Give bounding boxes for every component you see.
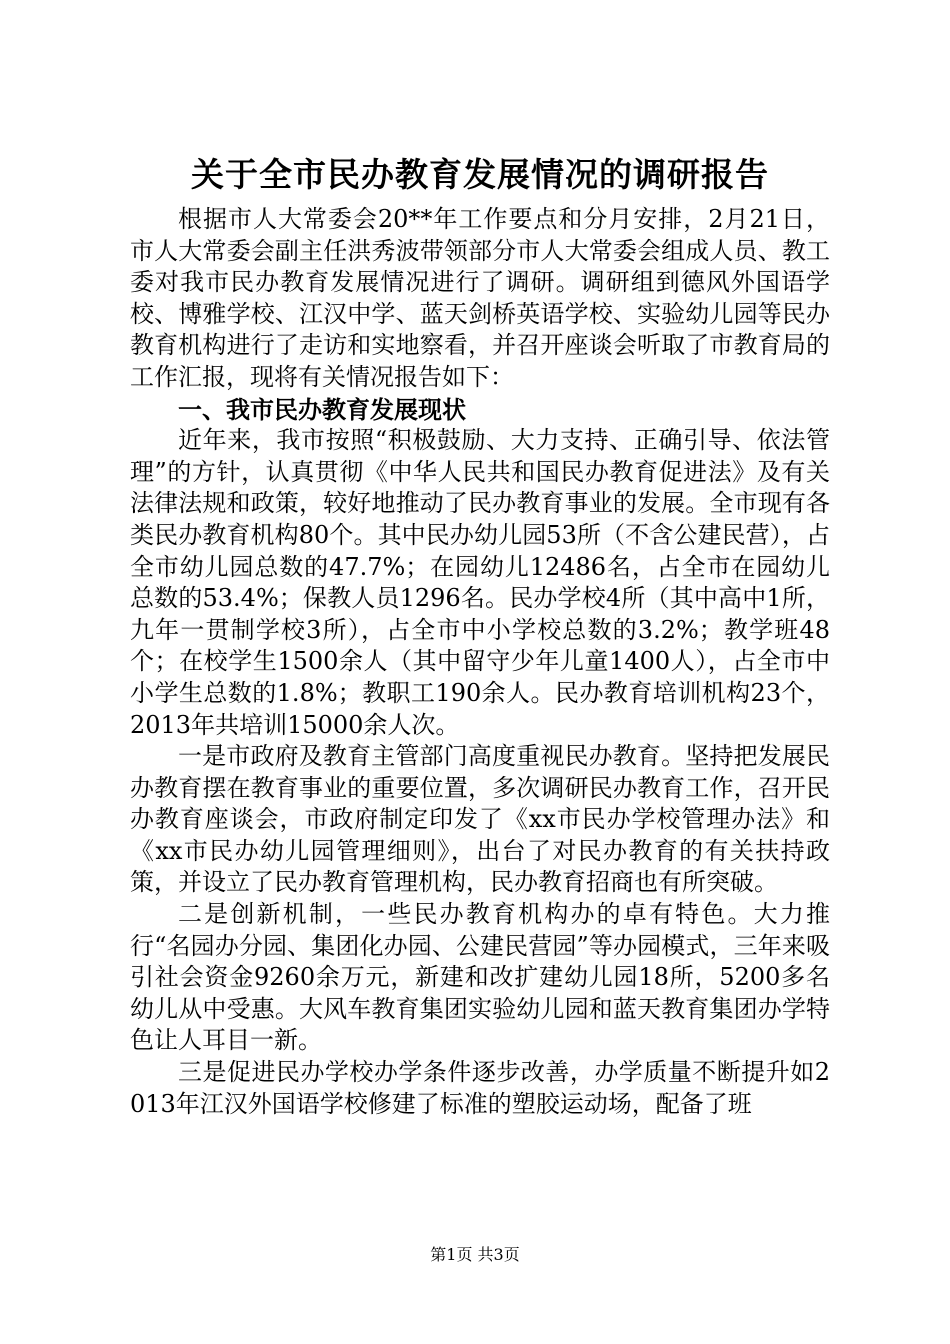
document-page	[130, 150, 830, 1120]
paragraph-intro: 根据市人大常委会20**年工作要点和分月安排，2月21日，市人大常委会副主任洪秀波带领部分市人大常委会组成人员、教工委对我市民办教育发展情况进行了调研。调研组到德风外国语学校、博雅学校、江汉中学、蓝天剑桥英语学校、实验幼儿园等民办教育机构进行了走访和实地察看，并召开座谈会听取了市教育局的工作汇报，现将有关情况报告如下：	[130, 205, 830, 391]
paragraph-point-3: 三是促进民办学校办学条件逐步改善，办学质量不断提升如2013年江汉外国语学校修建了标准的塑胶运动场，配备了班	[130, 1058, 830, 1118]
page-footer: 第1页 共3页	[430, 1245, 520, 1264]
paragraph-point-1: 一是市政府及教育主管部门高度重视民办教育。坚持把发展民办教育摆在教育事业的重要位置，多次调研民办教育工作，召开民办教育座谈会，市政府制定印发了《xx市民办学校管理办法》和《xx市民办幼儿园管理细则》，出台了对民办教育的有关扶持政策，并设立了民办教育管理机构，民办教育招商也有所突破。	[130, 742, 830, 897]
document-title: 关于全市民办教育发展情况的调研报告	[191, 155, 769, 194]
paragraph-status: 近年来，我市按照“积极鼓励、大力支持、正确引导、依法管理”的方针，认真贯彻《中华人民共和国民办教育促进法》及有关法律法规和政策，较好地推动了民办教育事业的发展。全市现有各类民办教育机构80个。其中民办幼儿园53所（不含公建民营），占全市幼儿园总数的47.7%；在园幼儿12486名，占全市在园幼儿总数的53.4%；保教人员1296名。民办学校4所（其中高中1所，九年一贯制学校3所），占全市中小学校总数的3.2%；教学班48个；在校学生1500余人（其中留守少年儿童1400人），占全市中小学生总数的1.8%；教职工190余人。民办教育培训机构23个，2013年共培训15000余人次。	[130, 426, 830, 739]
section-heading-1: 一、我市民办教育发展现状	[178, 394, 466, 424]
paragraph-point-2: 二是创新机制，一些民办教育机构办的卓有特色。大力推行“名园办分园、集团化办园、公建民营园”等办园模式，三年来吸引社会资金9260余万元，新建和改扩建幼儿园18所，5200多名幼儿从中受惠。大风车教育集团实验幼儿园和蓝天教育集团办学特色让人耳目一新。	[130, 900, 830, 1055]
